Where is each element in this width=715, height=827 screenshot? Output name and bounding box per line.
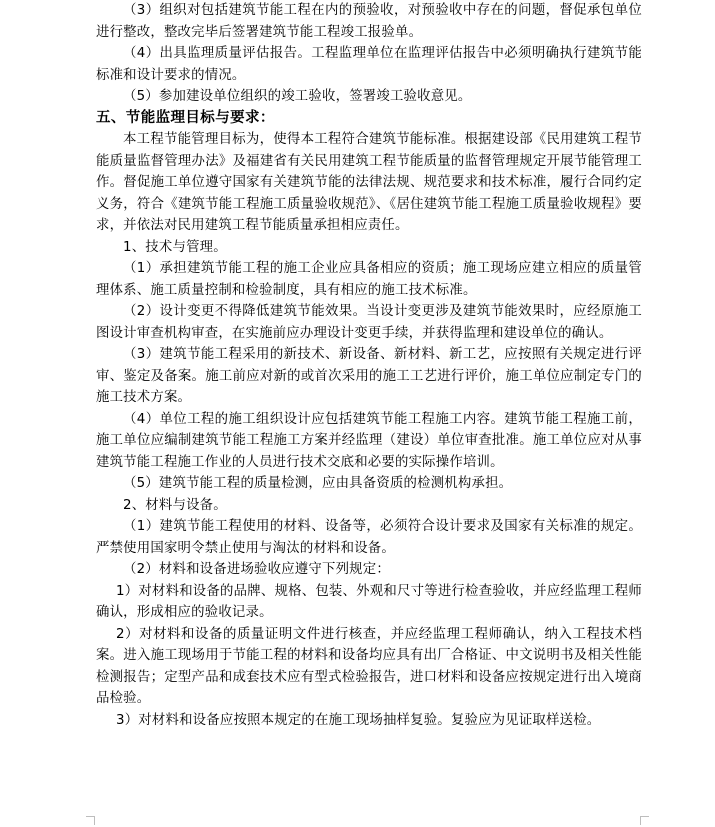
paragraph-new-technology: （3）建筑节能工程采用的新技术、新设备、新材料、新工艺，应按照有关规定进行评审、鉴定及备案。施工前应对新的或首次采用的施工工艺进行评价，施工单位应制定专门的施工技术方案。 [96, 347, 642, 405]
paragraph-qualification: （1）承担建筑节能工程的施工企业应具备相应的资质；施工现场应建立相应的质量管理体系、施工质量控制和检验制度，具有相应的施工技术标准。 [96, 261, 642, 298]
paragraph-completion-acceptance: （5）参加建设单位组织的竣工验收，签署竣工验收意见。 [123, 89, 472, 104]
document-body [96, 0, 642, 731]
paragraph-construction-organization: （4）单位工程的施工组织设计应包括建筑节能工程施工内容。建筑节能工程施工前，施工单位应编制建筑节能工程施工方案并经监理（建设）单位审查批准。施工单位应对从事建筑节能工程施工作业的人员进行技术交底和必要的实际操作培训。 [96, 411, 642, 470]
paragraph-acceptance-rules: （2）材料和设备进场验收应遵守下列规定： [123, 562, 390, 577]
margin-corner-mark-right [640, 816, 649, 825]
paragraph-quality-testing: （5）建筑节能工程的质量检测，应由具备资质的检测机构承担。 [123, 476, 513, 491]
paragraph-management-target: 本工程节能管理目标为，使得本工程符合建筑节能标准。根据建设部《民用建筑工程节能质量监督管理办法》及福建省有关民用建筑工程节能质量的监督管理规定开展节能管理工作。督促施工单位遵守国家有关建筑节能的法律法规、规范要求和技术标准，履行合同约定义务，符合《建筑节能工程施工质量验收规范》、《居住建筑节能工程施工质量验收规程》要求，并依法对民用建筑工程节能质量承担相应责任。 [96, 132, 642, 233]
list-item-resampling: 3）对材料和设备应按照本规定的在施工现场抽样复验。复验应为见证取样送检。 [116, 712, 601, 728]
section-heading-energy-targets: 五、节能监理目标与要求： [96, 109, 275, 126]
list-item-inspection: 1）对材料和设备的品牌、规格、包装、外观和尺寸等进行检查验收，并应经监理工程师确认，形成相应的验收记录。 [96, 583, 642, 620]
paragraph-material-standards: （1）建筑节能工程使用的材料、设备等，必须符合设计要求及国家有关标准的规定。严禁使用国家明令禁止使用与淘汰的材料和设备。 [96, 519, 642, 556]
paragraph-design-change: （2）设计变更不得降低建筑节能效果。当设计变更涉及建筑节能效果时，应经原施工图设计审查机构审查，在实施前应办理设计变更手续，并获得监理和建设单位的确认。 [96, 304, 642, 341]
paragraph-quality-report: （4）出具监理质量评估报告。工程监理单位在监理评估报告中必须明确执行建筑节能标准和设计要求的情况。 [96, 46, 642, 83]
paragraph-pre-acceptance: （3）组织对包括建筑节能工程在内的预验收，对预验收中存在的问题，督促承包单位进行整改，整改完毕后签署建筑节能工程竣工报验单。 [96, 3, 642, 40]
margin-corner-mark-left [86, 816, 95, 825]
list-item-certificates: 2）对材料和设备的质量证明文件进行核查，并应经监理工程师确认，纳入工程技术档案。进入施工现场用于节能工程的材料和设备均应具有出厂合格证、中文说明书及相关性能检测报告；定型产品和成套技术应有型式检验报告，进口材料和设备应按规定进行出入境商品检验。 [96, 626, 642, 706]
subheading-technology-management: 1、技术与管理。 [123, 239, 227, 255]
subheading-materials-equipment: 2、材料与设备。 [123, 497, 227, 513]
